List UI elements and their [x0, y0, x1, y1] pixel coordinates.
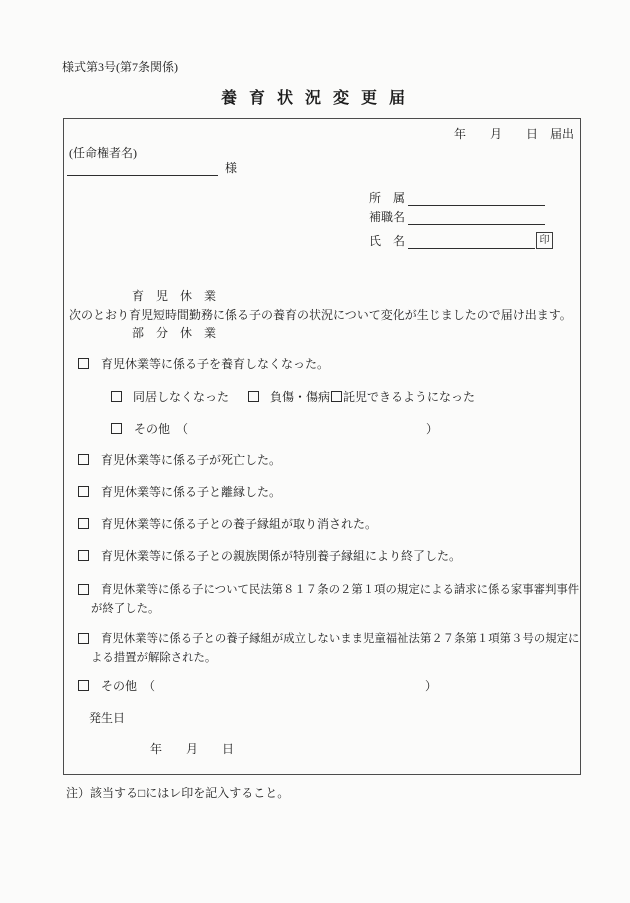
checkbox-icon	[111, 423, 122, 434]
addressee-honorific: 様	[225, 161, 238, 175]
reason-label-line1: 育児休業等に係る子について民法第８１７条の２第１項の規定による請求に係る家事審判事件	[101, 584, 580, 596]
sub-reason-no-cohabit	[111, 390, 229, 405]
leave-type-bottom: 部 分 休 業	[132, 326, 217, 340]
reason-child-died-row	[78, 453, 281, 468]
sub-reason-label: 託児できるようになった	[343, 390, 476, 404]
reason-label-line1: 育児休業等に係る子との養子縁組が成立しないまま児童福祉法第２７条第１項第３号の規定に	[101, 633, 580, 645]
form-number: 様式第3号(第7条関係)	[62, 60, 178, 74]
name-row	[369, 232, 561, 249]
reason-stopped-caring-row	[78, 357, 329, 372]
checkbox-icon	[78, 633, 89, 644]
form-note: 注）該当する□にはレ印を記入すること。	[66, 786, 290, 800]
addressee-row	[67, 161, 237, 176]
reason-kinship-ended-row	[78, 549, 461, 564]
reason-label-line2: が終了した。	[91, 603, 160, 615]
seal-box: 印	[536, 232, 553, 249]
sub-reason-other-label: その他 （	[134, 422, 189, 436]
checkbox-icon	[78, 680, 89, 691]
sub-reason-injury-sickness	[248, 390, 330, 405]
occurrence-date-fields: 年 月 日	[150, 742, 235, 756]
position-label: 補職名	[369, 210, 406, 224]
checkbox-icon	[111, 391, 122, 402]
reason-label: 育児休業等に係る子との親族関係が特別養子縁組により終了した。	[101, 549, 462, 563]
reason-other-label: その他 （	[101, 679, 156, 693]
checkbox-icon	[78, 518, 89, 529]
sub-reason-daycare-available	[331, 390, 475, 405]
form-box	[63, 118, 581, 775]
affiliation-underline	[408, 192, 545, 206]
name-underline	[408, 235, 535, 249]
reason-label: 育児休業等に係る子との養子縁組が取り消された。	[101, 517, 378, 531]
name-label: 氏 名	[369, 234, 406, 248]
checkbox-icon	[78, 486, 89, 497]
position-underline	[408, 211, 545, 225]
reason-family-court-case-ended-row	[91, 581, 579, 619]
reason-other-row	[78, 679, 437, 694]
sub-reason-label: 同居しなくなった	[133, 390, 230, 404]
addressee-name-underline	[67, 162, 218, 176]
sub-reason-label: 負傷・傷病	[270, 390, 331, 404]
leave-type-top: 育 児 休 業	[132, 289, 217, 303]
close-paren: ）	[425, 679, 438, 693]
reason-label: 育児休業等に係る子と離縁した。	[101, 485, 282, 499]
checkbox-icon	[78, 358, 89, 369]
reason-label: 育児休業等に係る子を養育しなくなった。	[101, 357, 330, 371]
reason-welfare-measure-lifted-row	[91, 630, 579, 668]
close-paren: ）	[426, 422, 439, 436]
checkbox-icon	[78, 454, 89, 465]
sub-reason-other-row	[111, 422, 438, 437]
addressee-title-label: (任命権者名)	[69, 146, 137, 160]
checkbox-icon	[78, 584, 89, 595]
reason-dissolved-adoption-row	[78, 485, 281, 500]
checkbox-icon	[331, 391, 342, 402]
affiliation-label: 所 属	[369, 191, 406, 205]
affiliation-row	[369, 191, 551, 206]
reason-label: 育児休業等に係る子が死亡した。	[101, 453, 282, 467]
submission-date-line: 年 月 日 届出	[453, 127, 574, 141]
change-statement: 次のとおり育児短時間勤務に係る子の養育の状況について変化が生じましたので届け出ます。	[69, 308, 572, 322]
reason-adoption-rescinded-row	[78, 517, 377, 532]
position-row	[369, 210, 551, 225]
page-title: 養 育 状 況 変 更 届	[220, 90, 409, 107]
checkbox-icon	[248, 391, 259, 402]
occurrence-date-label: 発生日	[89, 711, 126, 725]
reason-label-line2: よる措置が解除された。	[91, 652, 217, 664]
checkbox-icon	[78, 550, 89, 561]
